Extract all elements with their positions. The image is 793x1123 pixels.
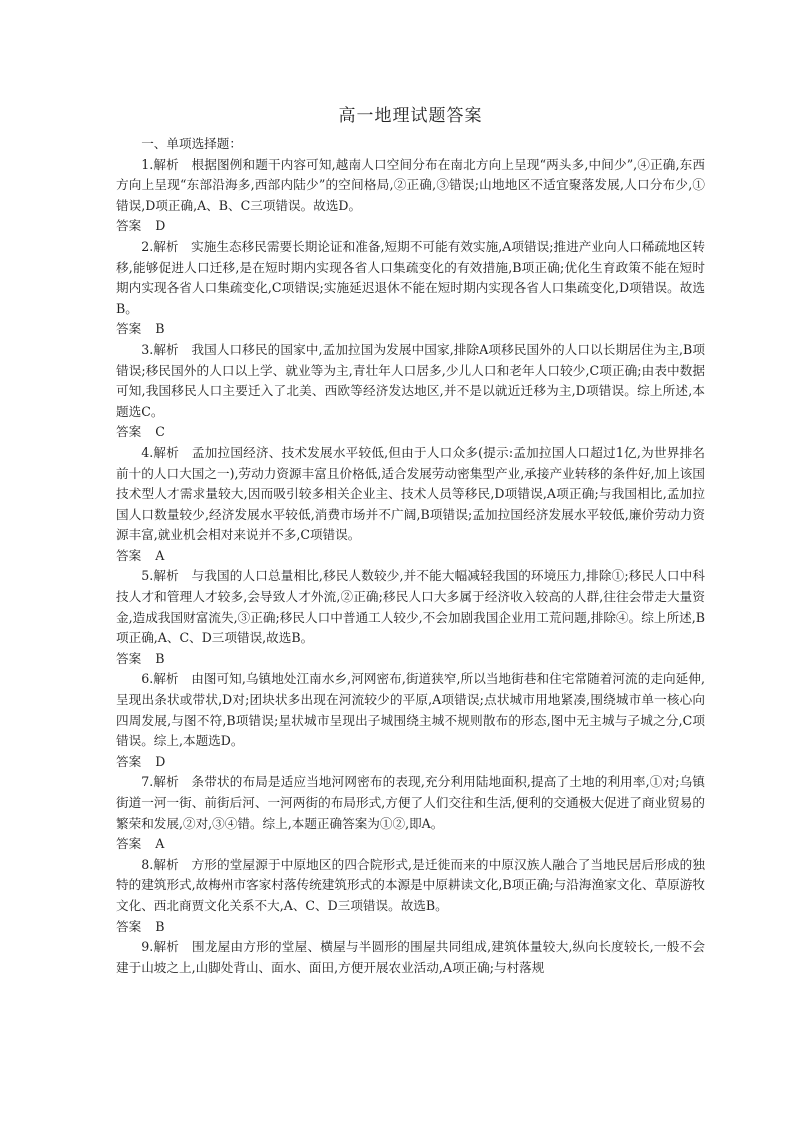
answer-line bbox=[116, 319, 705, 340]
section-heading: 一、单项选择题： bbox=[141, 136, 242, 151]
answer-label: 答案 bbox=[116, 424, 142, 440]
page-title: 高一地理试题答案 bbox=[338, 106, 483, 126]
answer-line bbox=[116, 752, 705, 773]
answer-label: 答案 bbox=[116, 321, 142, 337]
answer-value: D bbox=[155, 753, 166, 769]
answer-line bbox=[116, 422, 705, 443]
question-6 bbox=[116, 669, 705, 772]
answer-line bbox=[116, 649, 705, 670]
answer-line bbox=[116, 216, 705, 237]
answer-line bbox=[116, 917, 705, 938]
question-4 bbox=[116, 443, 705, 567]
answer-value: A bbox=[155, 547, 165, 563]
question-2 bbox=[116, 237, 705, 340]
answer-label: 答案 bbox=[116, 547, 142, 563]
explanation-text: 6.解析 由图可知,乌镇地处江南水乡,河网密布,街道狭窄,所以当地街巷和住宅常随着河流的走向延伸,呈现出条状或带状,D对;团块状多出现在河流较少的平原,A项错误;点状城市用地紧凑,围绕城市单一核心向四周发展,与图不符,B项错误;星状城市呈现出子城围绕主城不规则散布的形态,图中无主城与子城之分,C项错误。综上,本题选D。 bbox=[116, 671, 705, 749]
answer-label: 答案 bbox=[116, 218, 142, 234]
question-8 bbox=[116, 855, 705, 937]
answer-value: A bbox=[155, 836, 165, 852]
answer-value: D bbox=[155, 218, 166, 234]
explanation-text: 4.解析 孟加拉国经济、技术发展水平较低,但由于人口众多(提示:孟加拉国人口超过1亿,为世界排名前十的人口大国之一),劳动力资源丰富且价格低,适合发展劳动密集型产业,承接产业转移的条件好,加上该国技术型人才需求量较大,因而吸引较多相关企业主、技术人员等移民,D项错误,A项正确;与我国相比,孟加拉国人口数量较少,经济发展水平较低,消费市场并不广阔,B项错误;孟加拉国经济发展水平较低,廉价劳动力资源丰富,就业机会相对来说并不多,C项错误。 bbox=[116, 444, 705, 543]
answer-label: 答案 bbox=[116, 836, 142, 852]
answer-value: B bbox=[155, 650, 165, 666]
explanation-text: 8.解析 方形的堂屋源于中原地区的四合院形式,是迁徙而来的中原汉族人融合了当地民居后形成的独特的建筑形式,故梅州市客家村落传统建筑形式的本源是中原耕读文化,B项正确;与沿海渔家文化、草原游牧文化、西北商贾文化关系不大,A、C、D三项错误。故选B。 bbox=[116, 856, 705, 913]
answer-line bbox=[116, 546, 705, 567]
question-1 bbox=[116, 155, 705, 237]
explanation-text: 1.解析 根据图例和题干内容可知,越南人口空间分布在南北方向上呈现“两头多,中间少”,④正确,东西方向上呈现“东部沿海多,西部内陆少”的空间格局,②正确,③错误;山地地区不适宜聚落发展,人口分布少,①错误,D项正确,A、B、C三项错误。故选D。 bbox=[116, 156, 705, 213]
answer-label: 答案 bbox=[116, 918, 142, 934]
question-3 bbox=[116, 340, 705, 443]
explanation-text: 5.解析 与我国的人口总量相比,移民人数较少,并不能大幅减轻我国的环境压力,排除①;移民人口中科技人才和管理人才较多,会导致人才外流,②正确;移民人口大多属于经济收入较高的人群,往往会带走大量资金,造成我国财富流失,③正确;移民人口中普通工人较少,不会加剧我国企业用工荒问题,排除④。综上所述,B项正确,A、C、D三项错误,故选B。 bbox=[116, 568, 705, 646]
question-9 bbox=[116, 937, 705, 978]
explanation-text: 9.解析 围龙屋由方形的堂屋、横屋与半圆形的围屋共同组成,建筑体量较大,纵向长度较长,一般不会建于山坡之上,山脚处背山、面水、面田,方便开展农业活动,A项正确;与村落规 bbox=[116, 939, 705, 975]
answer-value: B bbox=[155, 321, 165, 337]
explanation-text: 3.解析 我国人口移民的国家中,孟加拉国为发展中国家,排除A项移民国外的人口以长期居住为主,B项错误;移民国外的人口以上学、就业等为主,青壮年人口居多,少儿人口和老年人口较少,C项正确;由表中数据可知,我国移民人口主要迁入了北美、西欧等经济发达地区,并不是以就近迁移为主,D项错误。综上所述,本题选C。 bbox=[116, 341, 705, 419]
answer-value: C bbox=[155, 424, 165, 440]
answer-line bbox=[116, 834, 705, 855]
answer-label: 答案 bbox=[116, 650, 142, 666]
answer-value: B bbox=[155, 918, 165, 934]
answer-label: 答案 bbox=[116, 753, 142, 769]
explanation-text: 2.解析 实施生态移民需要长期论证和准备,短期不可能有效实施,A项错误;推进产业向人口稀疏地区转移,能够促进人口迁移,是在短时期内实现各省人口集疏变化的有效措施,B项正确;优化生育政策不能在短时期内实现各省人口集疏变化,C项错误;实施延迟退休不能在短时期内实现各省人口集疏变化,D项错误。故选B。 bbox=[116, 238, 705, 316]
explanation-text: 7.解析 条带状的布局是适应当地河网密布的表现,充分利用陆地面积,提高了土地的利用率,①对;乌镇街道一河一街、前街后河、一河两街的布局形式,方便了人们交往和生活,便利的交通极大促进了商业贸易的繁荣和发展,②对,③④错。综上,本题正确答案为①②,即A。 bbox=[116, 774, 705, 831]
question-5 bbox=[116, 566, 705, 669]
question-7 bbox=[116, 772, 705, 854]
